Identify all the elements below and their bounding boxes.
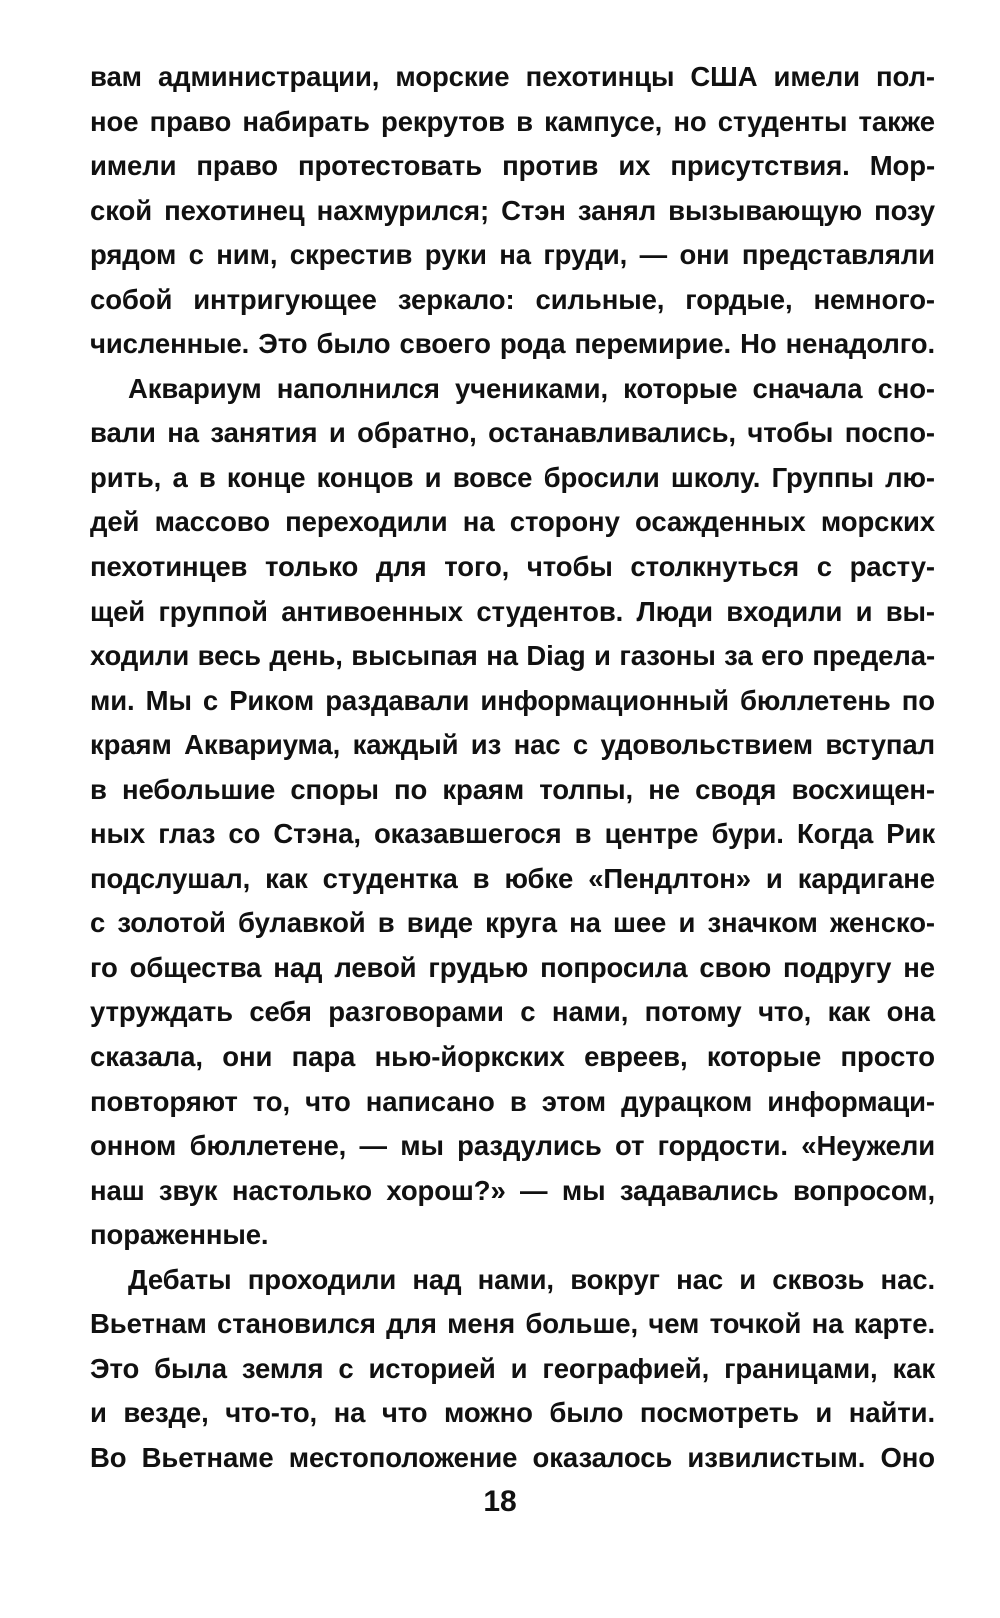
text-line: щей группой антивоенных студентов. Люди входили и вы-	[90, 595, 935, 627]
text-line: Аквариум наполнился учениками, которые сначала сно-	[128, 372, 935, 404]
text-line: подслушал, как студентка в юбке «Пендлтон» и кардигане	[90, 862, 935, 894]
paragraph-2	[90, 367, 935, 1258]
text-line: в небольшие споры по краям толпы, не сводя восхищен-	[90, 773, 935, 805]
text-line: имели право протестовать против их присутствия. Мор-	[90, 150, 935, 182]
text-line: повторяют то, что написано в этом дурацком информаци-	[90, 1085, 935, 1117]
paragraph-1	[90, 55, 935, 367]
text-line: ных глаз со Стэна, оказавшегося в центре бури. Когда Рик	[90, 818, 935, 850]
page-text	[90, 55, 935, 1481]
text-line: вали на занятия и обратно, останавливались, чтобы поспо-	[90, 417, 935, 449]
text-line: Это была земля с историей и географией, границами, как	[90, 1352, 935, 1384]
text-line: ской пехотинец нахмурился; Стэн занял вызывающую позу	[90, 194, 935, 226]
text-line: рить, а в конце концов и вовсе бросили школу. Группы лю-	[90, 461, 935, 493]
text-line: пораженные.	[90, 1219, 269, 1251]
text-line: пехотинцев только для того, чтобы столкнуться с расту-	[90, 551, 935, 583]
paragraph-3	[90, 1258, 935, 1481]
text-line: утруждать себя разговорами с нами, потому что, как она	[90, 996, 935, 1028]
text-line: онном бюллетене, — мы раздулись от гордости. «Неужели	[90, 1130, 935, 1162]
text-line: ми. Мы с Риком раздавали информационный бюллетень по	[90, 684, 935, 716]
text-line: краям Аквариума, каждый из нас с удовольствием вступал	[90, 729, 935, 761]
text-line: и везде, что-то, на что можно было посмотреть и найти.	[90, 1397, 935, 1429]
text-line: Дебаты проходили над нами, вокруг нас и сквозь нас.	[128, 1263, 935, 1295]
text-line: собой интригующее зеркало: сильные, гордые, немного-	[90, 283, 935, 315]
text-line: вам администрации, морские пехотинцы США имели пол-	[90, 61, 935, 92]
text-line: ное право набирать рекрутов в кампусе, но студенты также	[90, 105, 935, 137]
text-line: наш звук настолько хорош?» — мы задавались вопросом,	[90, 1174, 935, 1206]
text-line: сказала, они пара нью-йоркских евреев, которые просто	[90, 1041, 935, 1073]
text-line: дей массово переходили на сторону осажденных морских	[90, 506, 935, 538]
text-line: рядом с ним, скрестив руки на груди, — они представляли	[90, 239, 935, 271]
text-line: ходили весь день, высыпая на Diag и газоны за его предела-	[90, 640, 935, 672]
text-line: с золотой булавкой в виде круга на шее и значком женско-	[90, 907, 935, 939]
text-line: Во Вьетнаме местоположение оказалось извилистым. Оно	[90, 1441, 935, 1473]
text-line: численные. Это было своего рода перемирие. Но ненадолго.	[90, 328, 935, 360]
page-number: 18	[483, 1485, 517, 1518]
text-line: Вьетнам становился для меня больше, чем точкой на карте.	[90, 1308, 935, 1340]
text-line: го общества над левой грудью попросила свою подругу не	[90, 951, 935, 983]
